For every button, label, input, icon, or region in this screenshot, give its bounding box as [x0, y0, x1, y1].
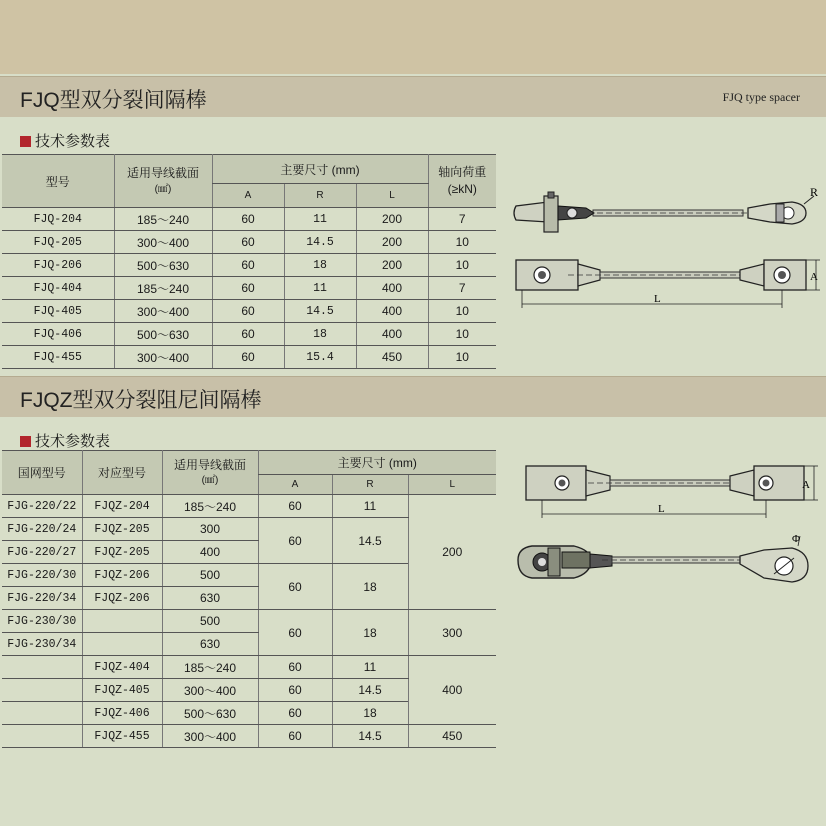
cell-R: 14.5: [332, 679, 408, 702]
cell-national: FJG-220/34: [2, 587, 82, 610]
cell-A: 60: [258, 679, 332, 702]
cell-L: 200: [356, 231, 428, 254]
cell-national: FJG-230/34: [2, 633, 82, 656]
header-model: 型号: [2, 155, 114, 208]
cell-national: [2, 656, 82, 679]
drawing-label-A: A: [810, 271, 818, 283]
drawing-label-L: L: [654, 293, 661, 305]
table-row: [2, 656, 496, 679]
cell-load: 7: [428, 277, 496, 300]
cell-model: FJQ-205: [2, 231, 114, 254]
fjqz-spec-table: [2, 450, 496, 748]
table-row: [2, 231, 496, 254]
cell-section: 500～630: [162, 702, 258, 725]
cell-model: FJQ-405: [2, 300, 114, 323]
cell-section: 300～400: [114, 300, 212, 323]
table-row: [2, 208, 496, 231]
cell-R: 15.4: [284, 346, 356, 369]
cell-A: 60: [258, 495, 332, 518]
cell-L: 400: [356, 300, 428, 323]
cell-corr: FJQZ-404: [82, 656, 162, 679]
cell-corr: FJQZ-205: [82, 541, 162, 564]
cell-section: 400: [162, 541, 258, 564]
cell-section: 185～240: [114, 208, 212, 231]
header-corresponding: 对应型号: [82, 451, 162, 495]
cell-national: [2, 679, 82, 702]
section2-title: FJQZ型双分裂阻尼间隔棒: [20, 389, 262, 412]
cell-corr: FJQZ-455: [82, 725, 162, 748]
cell-A: 60: [212, 254, 284, 277]
cell-section: 185～240: [114, 277, 212, 300]
cell-A-230: 60: [258, 610, 332, 656]
cell-R-205: 14.5: [332, 518, 408, 564]
cell-model: FJQ-404: [2, 277, 114, 300]
cell-section: 500～630: [114, 323, 212, 346]
cell-A-206: 60: [258, 564, 332, 610]
cell-section: 500: [162, 564, 258, 587]
cell-R: 11: [332, 495, 408, 518]
cell-section: 300～400: [162, 725, 258, 748]
cell-A: 60: [212, 277, 284, 300]
cell-A: 60: [212, 346, 284, 369]
cell-L-400: 400: [408, 656, 496, 725]
section1-title-en: FJQ type spacer: [722, 90, 800, 104]
section2-title-bar: [0, 376, 826, 417]
cell-L-300: 300: [408, 610, 496, 656]
cell-corr: FJQZ-405: [82, 679, 162, 702]
red-square-icon: [20, 436, 31, 447]
cell-national: FJG-230/30: [2, 610, 82, 633]
cell-load: 10: [428, 300, 496, 323]
cell-L: 200: [356, 254, 428, 277]
cell-A: 60: [258, 656, 332, 679]
cell-section: 630: [162, 587, 258, 610]
section1-title: FJQ型双分裂间隔棒: [20, 89, 207, 112]
header-section: 适用导线截面 (㎟): [114, 155, 212, 208]
cell-national: [2, 725, 82, 748]
cell-R: 11: [284, 277, 356, 300]
fjqz-side-drawing: [512, 530, 824, 600]
cell-corr: FJQZ-204: [82, 495, 162, 518]
cell-R: 11: [332, 656, 408, 679]
cell-R: 11: [284, 208, 356, 231]
cell-section: 300～400: [114, 346, 212, 369]
cell-model: FJQ-204: [2, 208, 114, 231]
cell-L: 200: [356, 208, 428, 231]
section1-subtitle: [20, 130, 110, 151]
drawing2-label-A: A: [802, 479, 810, 491]
section1-title-bar: [0, 76, 826, 117]
table-row: [2, 610, 496, 633]
table-row: [2, 725, 496, 748]
cell-L: 400: [356, 323, 428, 346]
fjq-spec-table: [2, 154, 496, 369]
cell-model: FJQ-455: [2, 346, 114, 369]
cell-corr: FJQZ-206: [82, 587, 162, 610]
table-row: [2, 254, 496, 277]
header-dims2: 主要尺寸 (mm): [258, 451, 496, 475]
cell-L: 400: [356, 277, 428, 300]
cell-R: 18: [332, 702, 408, 725]
cell-corr: FJQZ-406: [82, 702, 162, 725]
top-decorative-band: [0, 0, 826, 74]
header-R: R: [284, 184, 356, 208]
cell-section: 185～240: [162, 656, 258, 679]
cell-national: [2, 702, 82, 725]
header-dims: 主要尺寸 (mm): [212, 155, 428, 184]
cell-R-206: 18: [332, 564, 408, 610]
fjqz-top-drawing: [518, 458, 824, 522]
cell-national: FJG-220/22: [2, 495, 82, 518]
cell-L-200: 200: [408, 495, 496, 610]
table-row: [2, 346, 496, 369]
cell-load: 10: [428, 323, 496, 346]
section2-subtitle-text: 技术参数表: [35, 433, 111, 450]
cell-corr: FJQZ-206: [82, 564, 162, 587]
header-national: 国网型号: [2, 451, 82, 495]
cell-section: 300: [162, 518, 258, 541]
cell-section: 300～400: [162, 679, 258, 702]
cell-load: 10: [428, 231, 496, 254]
cell-corr: [82, 633, 162, 656]
header-load: 轴向荷重 (≥kN): [428, 155, 496, 208]
drawing2-label-L: L: [658, 503, 665, 515]
cell-load: 10: [428, 346, 496, 369]
section2-subtitle: [20, 430, 110, 451]
cell-load: 7: [428, 208, 496, 231]
cell-R: 14.5: [284, 300, 356, 323]
cell-national: FJG-220/27: [2, 541, 82, 564]
cell-R-230: 18: [332, 610, 408, 656]
red-square-icon: [20, 136, 31, 147]
cell-R: 18: [284, 254, 356, 277]
cell-A: 60: [258, 702, 332, 725]
cell-section: 630: [162, 633, 258, 656]
header2-A: A: [258, 475, 332, 495]
cell-model: FJQ-206: [2, 254, 114, 277]
cell-R: 18: [284, 323, 356, 346]
cell-A: 60: [258, 725, 332, 748]
table-row: [2, 277, 496, 300]
drawing-label-R: R: [810, 186, 819, 199]
cell-section: 185～240: [162, 495, 258, 518]
cell-national: FJG-220/30: [2, 564, 82, 587]
fjq-top-drawing: [508, 252, 824, 312]
table-row: [2, 323, 496, 346]
header2-R: R: [332, 475, 408, 495]
cell-R: 14.5: [284, 231, 356, 254]
cell-A: 60: [212, 208, 284, 231]
cell-L: 450: [408, 725, 496, 748]
drawing2-label-phi: Φ: [792, 533, 801, 545]
cell-R: 14.5: [332, 725, 408, 748]
cell-load: 10: [428, 254, 496, 277]
cell-A-205: 60: [258, 518, 332, 564]
header-A: A: [212, 184, 284, 208]
table-row: [2, 300, 496, 323]
cell-corr: [82, 610, 162, 633]
cell-A: 60: [212, 231, 284, 254]
cell-national: FJG-220/24: [2, 518, 82, 541]
table-row: [2, 495, 496, 518]
header-L: L: [356, 184, 428, 208]
section1-subtitle-text: 技术参数表: [35, 133, 111, 150]
cell-L: 450: [356, 346, 428, 369]
cell-A: 60: [212, 300, 284, 323]
cell-corr: FJQZ-205: [82, 518, 162, 541]
fjq-side-drawing: [508, 186, 824, 242]
cell-A: 60: [212, 323, 284, 346]
cell-section: 500～630: [114, 254, 212, 277]
cell-model: FJQ-406: [2, 323, 114, 346]
header-section2: 适用导线截面 (㎟): [162, 451, 258, 495]
cell-section: 300～400: [114, 231, 212, 254]
cell-section: 500: [162, 610, 258, 633]
header2-L: L: [408, 475, 496, 495]
